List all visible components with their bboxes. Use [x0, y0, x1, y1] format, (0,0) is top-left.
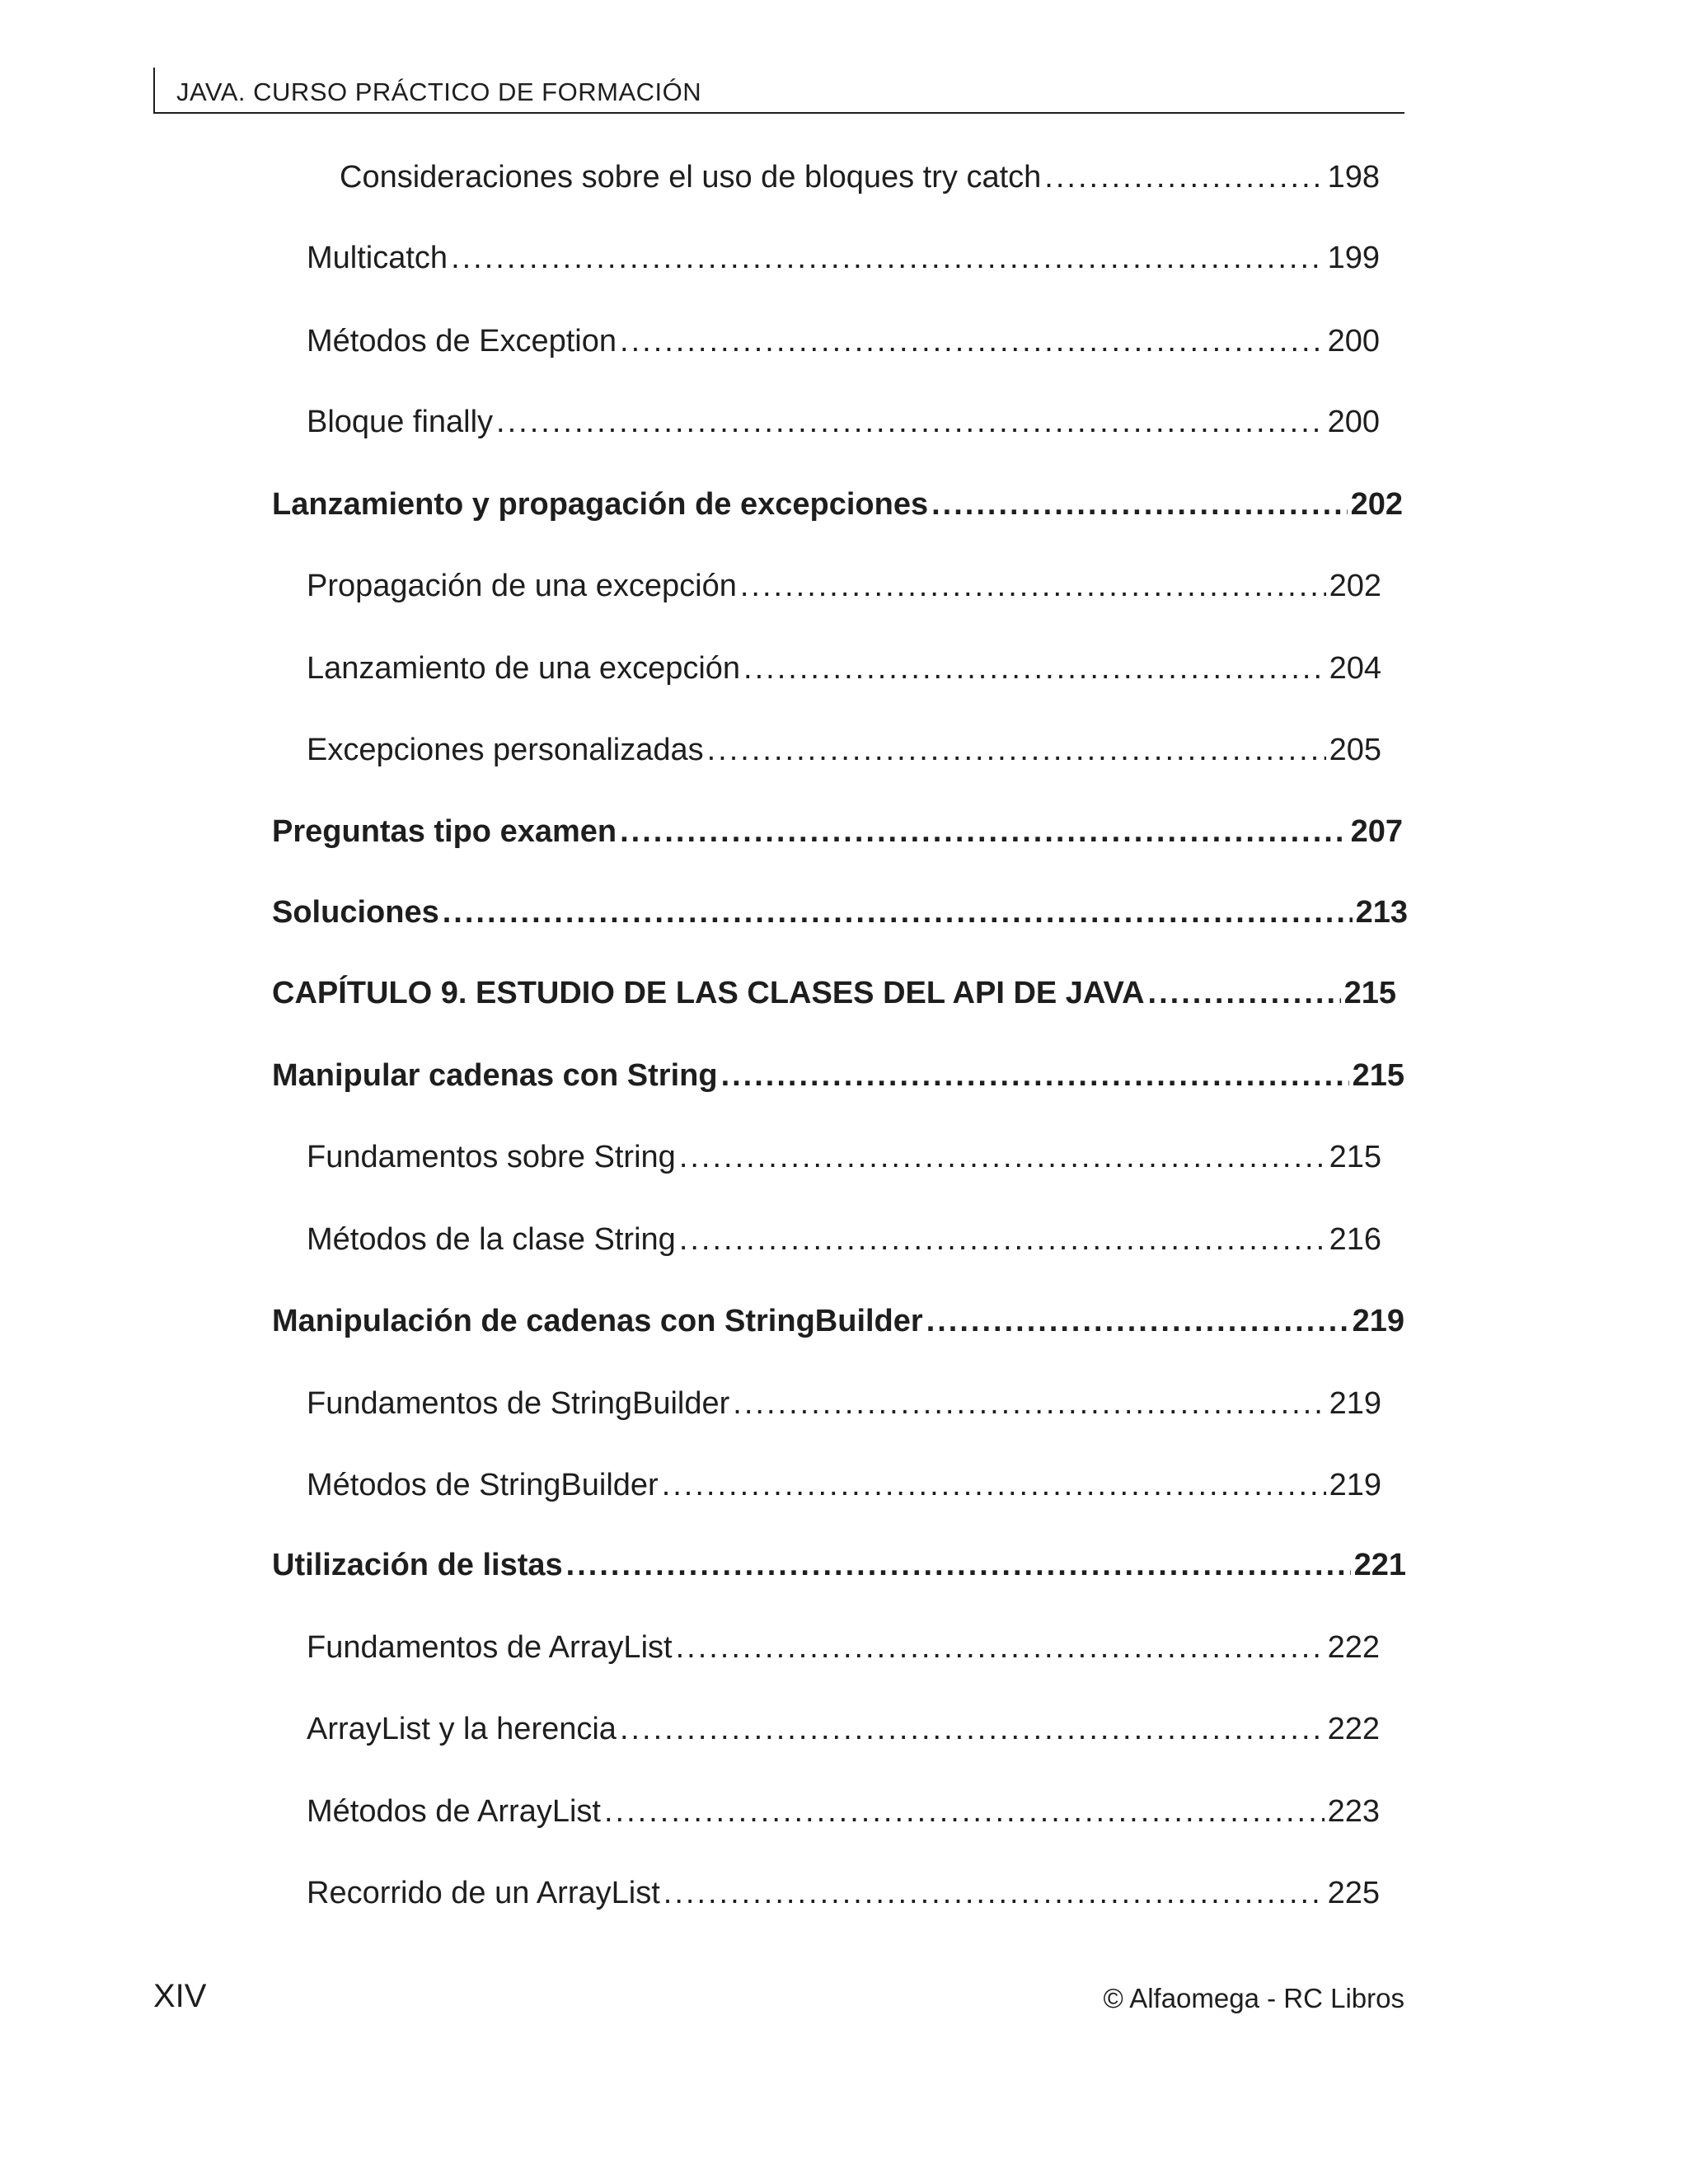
dot-leader [663, 1876, 1325, 1911]
dot-leader [604, 1794, 1325, 1830]
toc-section-entry[interactable] [272, 1548, 1406, 1589]
dot-leader [679, 1222, 1326, 1258]
toc-entry-label: Soluciones [272, 895, 439, 930]
toc-section-entry[interactable] [272, 487, 1403, 528]
toc-entry-page: 202 [1350, 487, 1403, 522]
toc-entry-label: Manipular cadenas con String [272, 1058, 718, 1093]
toc-entry-page: 222 [1327, 1712, 1380, 1746]
toc-entry-page: 219 [1352, 1304, 1404, 1338]
toc-entry[interactable] [307, 1876, 1380, 1917]
toc-entry-label: Métodos de ArrayList [307, 1794, 601, 1829]
toc-entry-page: 204 [1329, 651, 1381, 686]
dot-leader [926, 1304, 1349, 1339]
toc-entry-label: Métodos de StringBuilder [307, 1468, 659, 1502]
dot-leader [740, 569, 1326, 604]
toc-entry-label: Consideraciones sobre el uso de bloques try catch [340, 160, 1042, 194]
toc-entry-page: 216 [1329, 1222, 1381, 1257]
toc-entry[interactable] [307, 569, 1381, 610]
toc-entry[interactable] [307, 733, 1381, 774]
toc-entry-page: 207 [1350, 814, 1403, 849]
toc-entry-page: 213 [1355, 895, 1408, 930]
dot-leader [721, 1058, 1349, 1094]
toc-entry-label: Excepciones personalizadas [307, 733, 704, 767]
toc-section-entry[interactable] [272, 1058, 1404, 1099]
toc-entry[interactable] [307, 1630, 1380, 1671]
toc-entry-page: 202 [1329, 569, 1381, 603]
toc-entry-page: 198 [1327, 160, 1380, 194]
toc-entry-page: 200 [1327, 405, 1380, 439]
dot-leader [620, 324, 1325, 359]
toc-entry-page: 221 [1353, 1548, 1406, 1582]
dot-leader [679, 1140, 1326, 1175]
toc-entry-label: Propagación de una excepción [307, 569, 737, 603]
toc-entry[interactable] [307, 241, 1380, 282]
toc-entry-page: 215 [1343, 976, 1396, 1010]
toc-entry-page: 205 [1329, 733, 1381, 767]
toc-entry[interactable] [307, 1794, 1380, 1835]
toc-entry-page: 199 [1327, 241, 1380, 275]
toc-entry-page: 215 [1329, 1140, 1381, 1174]
toc-entry-page: 223 [1327, 1794, 1380, 1829]
toc-entry[interactable] [307, 1222, 1381, 1263]
toc-entry-label: Lanzamiento y propagación de excepciones [272, 487, 929, 522]
toc-entry-label: Recorrido de un ArrayList [307, 1876, 660, 1910]
dot-leader [443, 895, 1353, 930]
dot-leader [566, 1548, 1351, 1583]
toc-entry-label: Preguntas tipo examen [272, 814, 617, 849]
toc-entry[interactable] [307, 405, 1380, 446]
toc-entry-page: 225 [1327, 1876, 1380, 1910]
toc-entry-page: 219 [1329, 1386, 1381, 1421]
toc-entry[interactable] [307, 1712, 1380, 1753]
toc-entry-label: Fundamentos sobre String [307, 1140, 676, 1174]
toc-entry[interactable] [307, 1468, 1381, 1509]
dot-leader [707, 733, 1326, 768]
dot-leader [743, 651, 1326, 687]
copyright-notice: © Alfaomega - RC Libros [1103, 1983, 1404, 2013]
dot-leader [496, 405, 1325, 440]
toc-section-entry[interactable] [272, 1304, 1404, 1345]
toc-entry[interactable] [307, 1386, 1381, 1427]
dot-leader [676, 1630, 1325, 1666]
toc-entry-label: ArrayList y la herencia [307, 1712, 617, 1746]
running-header-title: JAVA. CURSO PRÁCTICO DE FORMACIÓN [176, 77, 702, 106]
toc-section-entry[interactable] [272, 895, 1408, 936]
toc-entry-label: Utilización de listas [272, 1548, 563, 1582]
toc-entry-page: 215 [1352, 1058, 1404, 1093]
toc-entry-page: 222 [1327, 1630, 1380, 1665]
toc-entry-label: Métodos de Exception [307, 324, 617, 359]
toc-entry-label: Métodos de la clase String [307, 1222, 676, 1257]
toc-entry-label: Fundamentos de ArrayList [307, 1630, 673, 1665]
page-number: XIV [153, 1978, 207, 2014]
dot-leader [733, 1386, 1325, 1422]
dot-leader [931, 487, 1347, 523]
toc-chapter-entry[interactable] [272, 976, 1396, 1017]
toc-entry-label: Multicatch [307, 241, 448, 275]
toc-section-entry[interactable] [272, 814, 1403, 855]
toc-entry[interactable] [307, 324, 1380, 365]
toc-entry-page: 219 [1329, 1468, 1381, 1502]
toc-entry[interactable] [340, 160, 1380, 201]
toc-entry-page: 200 [1327, 324, 1380, 359]
dot-leader [451, 241, 1325, 276]
toc-entry-label: Fundamentos de StringBuilder [307, 1386, 730, 1421]
dot-leader [662, 1468, 1326, 1503]
toc-entry-label: Lanzamiento de una excepción [307, 651, 741, 686]
toc-entry-label: Bloque finally [307, 405, 494, 439]
dot-leader [620, 814, 1347, 850]
toc-entry[interactable] [307, 1140, 1381, 1181]
dot-leader [1044, 160, 1324, 195]
toc-entry-label: CAPÍTULO 9. ESTUDIO DE LAS CLASES DEL API DE JAVA [272, 976, 1145, 1010]
dot-leader [620, 1712, 1325, 1747]
dot-leader [1148, 976, 1341, 1011]
toc-entry-label: Manipulación de cadenas con StringBuilder [272, 1304, 923, 1338]
toc-entry[interactable] [307, 651, 1381, 692]
